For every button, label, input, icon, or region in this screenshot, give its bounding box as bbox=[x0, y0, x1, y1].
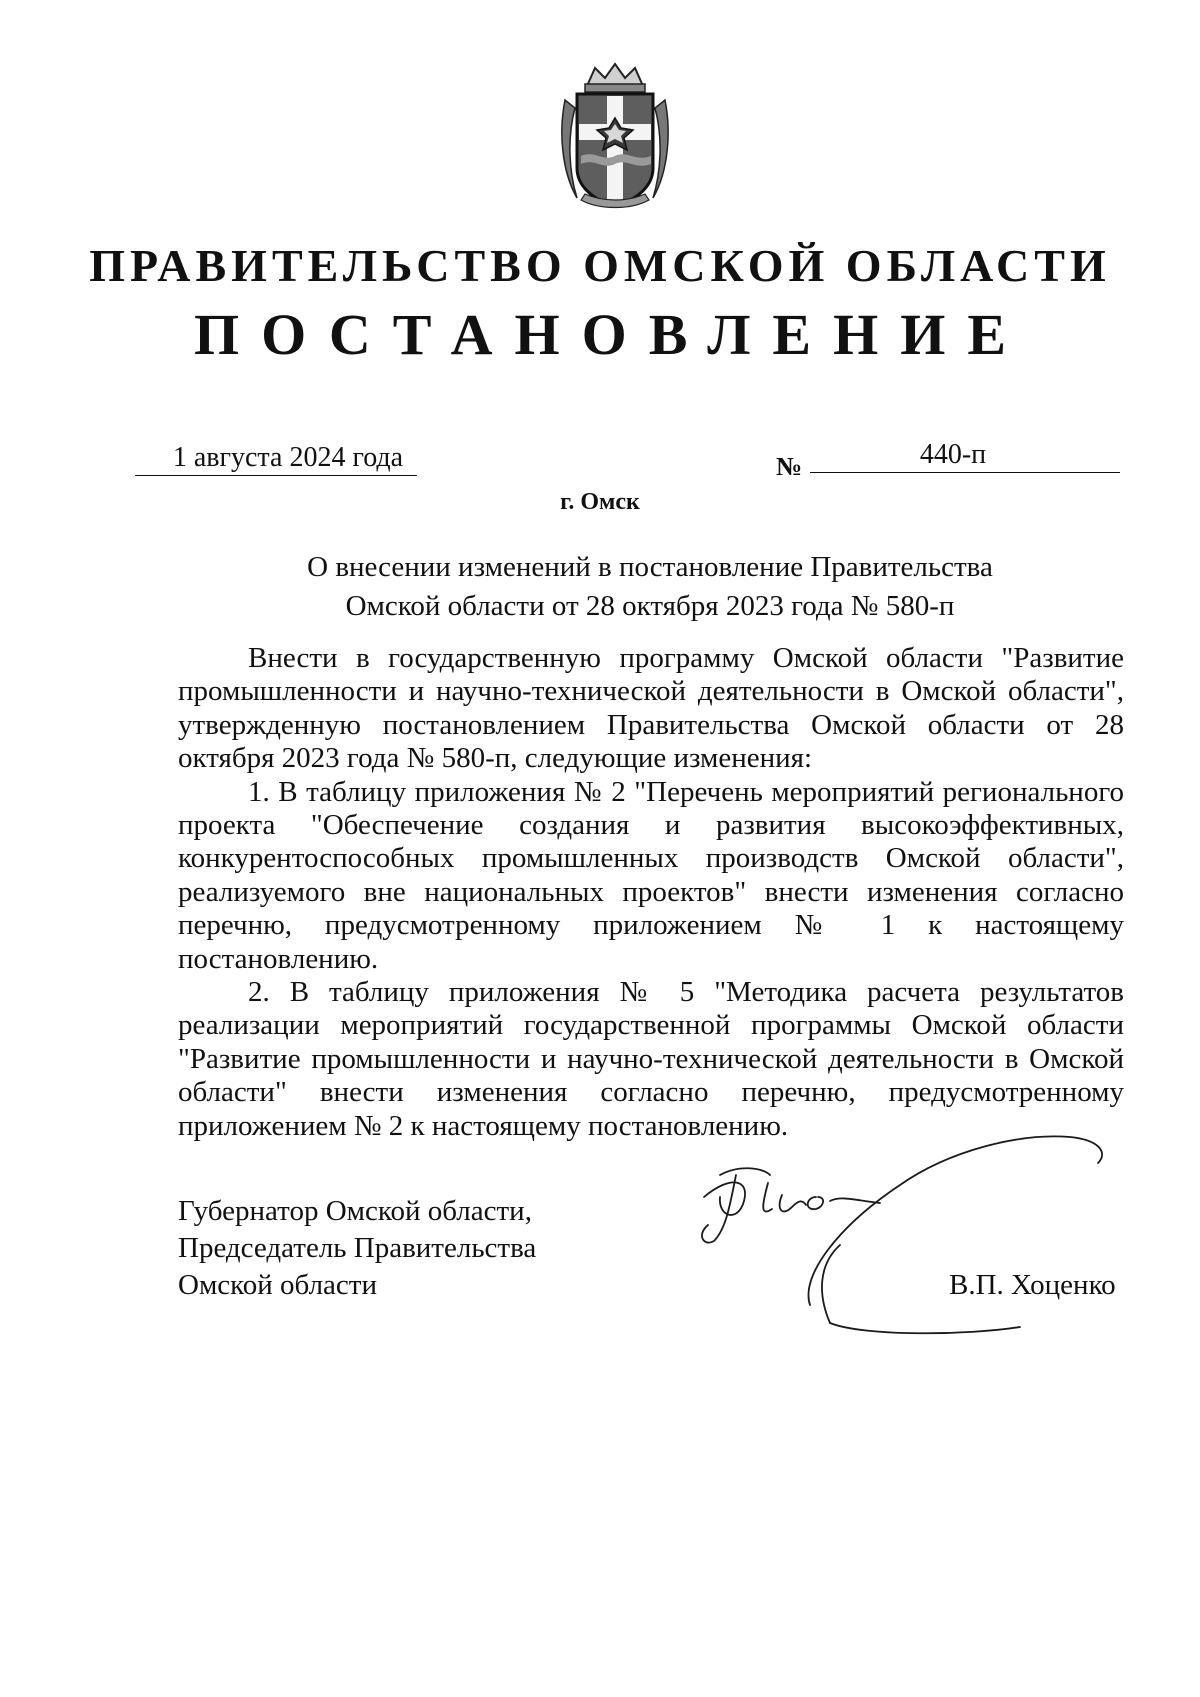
body-item-1: 1. В таблицу приложения № 2 "Перечень мероприятий регионального проекта "Обеспечение создания и развития высокоэффективных, конкурентоспособных промышленных производств Омской области", реализуемого вне национальных проектов" внести изменения согласно перечню, предусмотренному приложением № 1 к настоящему постановлению. bbox=[178, 775, 1124, 975]
document-body bbox=[178, 642, 1124, 1143]
body-intro-paragraph: Внести в государственную программу Омской области "Развитие промышленности и научно-технической деятельности в Омской области", утвержденную постановлением Правительства Омской области от 28 октября 2023 года № 580-п, следующие изменения: bbox=[178, 642, 1124, 775]
signatory-title-line-3: Омской области bbox=[178, 1269, 377, 1301]
document-date bbox=[135, 441, 417, 476]
body-item-2: 2. В таблицу приложения № 5 "Методика расчета результатов реализации мероприятий государственной программы Омской области "Развитие промышленности и научно-технической деятельности в Омской области" внести изменения согласно перечню, предусмотренному приложением № 2 к настоящему постановлению. bbox=[178, 976, 1124, 1142]
heading-line-1: О внесении изменений в постановление Правительства bbox=[307, 551, 993, 583]
document-type: ПОСТАНОВЛЕНИЕ bbox=[193, 302, 1029, 367]
government-title: ПРАВИТЕЛЬСТВО ОМСКОЙ ОБЛАСТИ bbox=[89, 240, 1111, 291]
coat-of-arms-icon bbox=[557, 60, 673, 210]
signatory-title-line-2: Председатель Правительства bbox=[178, 1232, 537, 1264]
number-label: № bbox=[776, 452, 803, 481]
heading-line-2: Омской области от 28 октября 2023 года № 580-п bbox=[345, 590, 955, 622]
signatory-title bbox=[178, 1193, 536, 1304]
document-number-text: 440-п bbox=[919, 439, 987, 470]
city-label: г. Омск bbox=[560, 489, 640, 515]
signatory-name: В.П. Хоценко bbox=[949, 1269, 1116, 1301]
document-date-text: 1 августа 2024 года bbox=[172, 442, 404, 473]
document-number bbox=[810, 438, 1120, 473]
signatory-title-line-1: Губернатор Омской области, bbox=[178, 1195, 532, 1227]
document-heading bbox=[180, 548, 1120, 626]
